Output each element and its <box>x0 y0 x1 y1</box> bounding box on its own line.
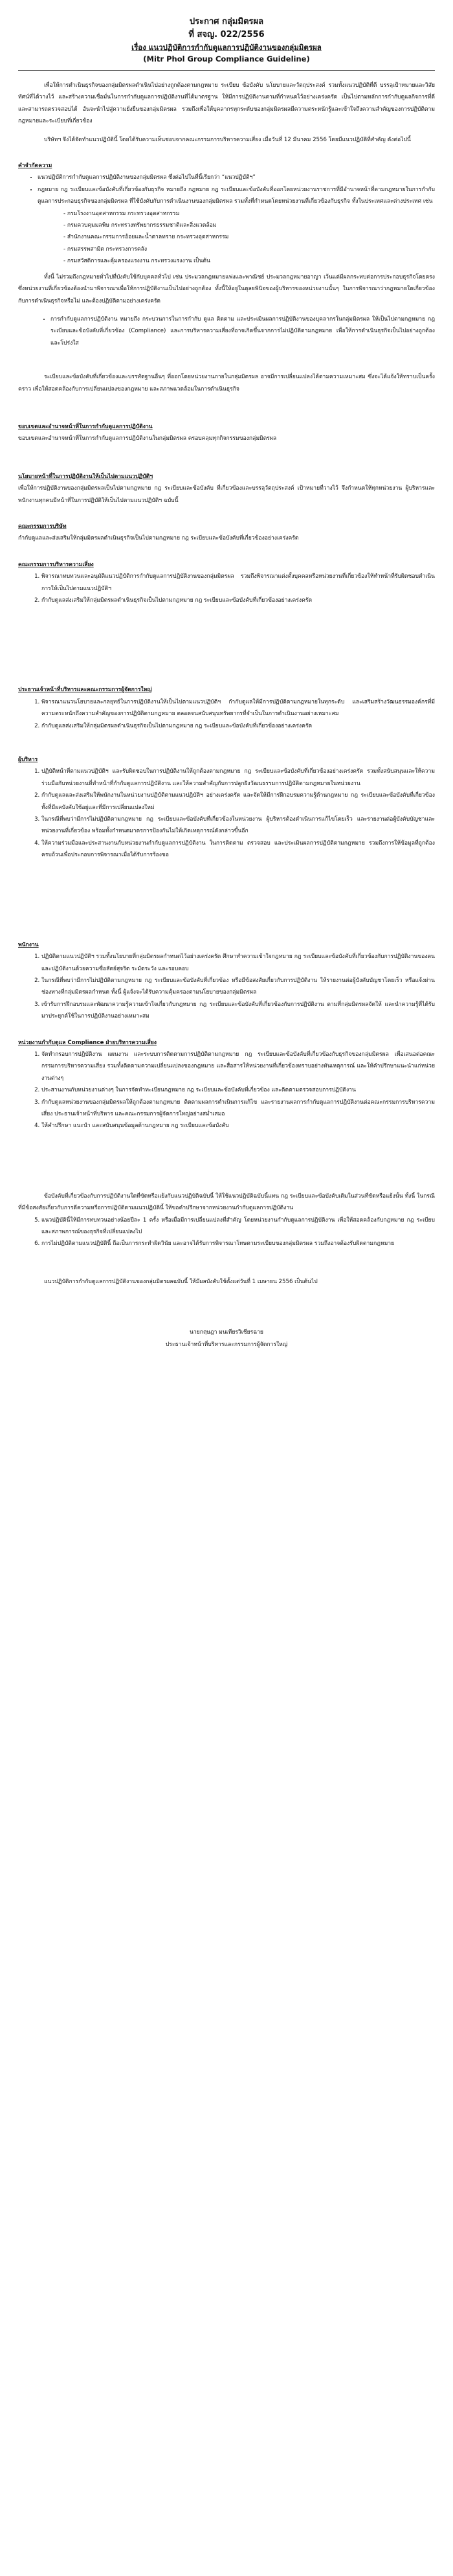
definitions-section <box>0 160 453 395</box>
management-item: 4. ให้ความร่วมมือและประสานงานกับหน่วยงานกำกับดูแลการปฏิบัติงาน ในการติดตาม ตรวจสอบ และประเมินผลการปฏิบัติตามกฎหมาย รวมถึงการให้ข้อมูลที่ถูกต้องครบถ้วนเพื่อประกอบการพิจารณาเมื่อได้รับการร้องขอ <box>41 838 435 861</box>
definition-item: • การกำกับดูแลการปฏิบัติงาน หมายถึง กระบวนการในการกำกับ ดูแล ติดตาม และประเมินผลการปฏิบัติงานของบุคลากรในกลุ่มมิตรผล ให้เป็นไปตามกฎหมาย กฎ ระเบียบและข้อบังคับที่เกี่ยวข้อง (Compliance) และการบริหารความเสี่ยงที่อาจเกิดขึ้นจากการไม่ปฏิบัติตามกฎหมาย เพื่อให้การดำเนินธุรกิจเป็นไปอย่างถูกต้องและโปร่งใส <box>50 313 435 349</box>
compliance-unit-item: 1. จัดทำกรอบการปฏิบัติงาน แผนงาน และระบบการติดตามการปฏิบัติตามกฎหมาย กฎ ระเบียบและข้อบังคับที่เกี่ยวข้องกับธุรกิจของกลุ่มมิตรผล เพื่อเสนอต่อคณะกรรมการบริหารความเสี่ยง รวมทั้งติดตามความเปลี่ยนแปลงของกฎหมาย และสื่อสารให้หน่วยงานที่เกี่ยวข้องทราบอย่างทันเหตุการณ์ และให้คำปรึกษาแนะนำแก่หน่วยงานต่างๆ <box>41 1049 435 1084</box>
closing-item: 5. แนวปฏิบัตินี้ให้มีการทบทวนอย่างน้อยปีละ 1 ครั้ง หรือเมื่อมีการเปลี่ยนแปลงที่สำคัญ โดยหน่วยงานกำกับดูแลการปฏิบัติงาน เพื่อให้สอดคล้องกับกฎหมาย กฎ ระเบียบ และสภาพการณ์ของธุรกิจที่เปลี่ยนแปลงไป <box>41 1214 435 1238</box>
agency-list-item: - กรมโรงงานอุตสาหกรรม กระทรวงอุตสาหกรรม <box>63 208 435 220</box>
announcement-subject: เรื่อง แนวปฏิบัติการกำกับดูแลการปฏิบัติงานของกลุ่มมิตรผล <box>131 43 322 52</box>
agency-list-item: - กรมควบคุมมลพิษ กระทรวงทรัพยากรธรรมชาติและสิ่งแวดล้อม <box>63 220 435 231</box>
agency-list-item: - กรมสรรพสามิต กระทรวงการคลัง <box>63 244 435 255</box>
announcement-title: ประกาศ กลุ่มมิตรผล <box>189 17 264 27</box>
policy-section <box>0 471 453 507</box>
compliance-unit-heading: หน่วยงานกำกับดูแล Compliance ฝ่ายบริหารความเสี่ยง <box>18 1039 157 1046</box>
board-heading: คณะกรรมการบริษัท <box>18 523 67 530</box>
management-item: 1. ปฏิบัติหน้าที่ตามแนวปฏิบัติฯ และรับผิดชอบในการปฏิบัติงานให้ถูกต้องตามกฎหมาย กฎ ระเบียบและข้อบังคับที่เกี่ยวข้องอย่างเคร่งครัด รวมทั้งสนับสนุนและให้ความร่วมมือกับหน่วยงานที่ทำหน้าที่กำกับดูแลการปฏิบัติงาน และให้ความสำคัญกับการปลูกฝังวัฒนธรรมการปฏิบัติตามกฎหมายในหน่วยงาน <box>41 766 435 790</box>
definitions-note: ระเบียบและข้อบังคับที่เกี่ยวข้องและบรรทัดฐานอื่นๆ ที่ออกโดยหน่วยงานภายในกลุ่มมิตรผล อาจมีการเปลี่ยนแปลงได้ตามความเหมาะสม ซึ่งจะได้แจ้งให้ทราบเป็นครั้งคราว เพื่อให้สอดคล้องกับการเปลี่ยนแปลงของกฎหมาย และสภาพแวดล้อมในการดำเนินธุรกิจ <box>18 374 435 393</box>
agency-list-item: - กรมสวัสดิการและคุ้มครองแรงงาน กระทรวงแรงงาน เป็นต้น <box>63 255 435 267</box>
scope-section <box>0 421 453 445</box>
risk-committee-item: 1. พิจารณาทบทวนและอนุมัติแนวปฏิบัติการกำกับดูแลการปฏิบัติงานของกลุ่มมิตรผล รวมถึงพิจารณาแต่งตั้งบุคคลหรือหน่วยงานที่เกี่ยวข้องให้ทำหน้าที่รับผิดชอบดำเนินการให้เป็นไปตามแนวปฏิบัติฯ <box>41 571 435 595</box>
announcement-number: ที่ สจญ. 022/2556 <box>188 30 265 40</box>
risk-committee-section <box>0 559 453 607</box>
intro-paragraph-1: เพื่อให้การดำเนินธุรกิจของกลุ่มมิตรผลดำเนินไปอย่างถูกต้องตามกฎหมาย ระเบียบ ข้อบังคับ นโยบายและวัตถุประสงค์ รวมทั้งแนวปฏิบัติที่ดี บรรลุเป้าหมายและวิสัยทัศน์ที่ได้วางไว้ และสร้างความเชื่อมั่นในการกำกับดูแลการปฏิบัติงานที่ได้มาตรฐาน ให้มีการปฏิบัติงานตามที่กำหนดไว้อย่างเคร่งครัด เป็นไปตามหลักการกำกับดูแลกิจการที่ดี และสามารถตรวจสอบได้ อันจะนำไปสู่ความยั่งยืนของกลุ่มมิตรผล รวมถึงเพื่อให้บุคลากรทุกระดับของกลุ่มมิตรผลมีความตระหนักรู้และเข้าใจถึงความสำคัญของการปฏิบัติตามกฎหมายและระเบียบที่เกี่ยวข้อง <box>18 82 435 125</box>
management-item: 3. ในกรณีที่พบว่ามีการไม่ปฏิบัติตามกฎหมาย กฎ ระเบียบและข้อบังคับที่เกี่ยวข้องในหน่วยงาน ผู้บริหารต้องดำเนินการแก้ไขโดยเร็ว และรายงานต่อผู้บังคับบัญชาและหน่วยงานที่เกี่ยวข้อง พร้อมทั้งกำหนดมาตรการป้องกันไม่ให้เกิดเหตุการณ์ดังกล่าวขึ้นอีก <box>41 814 435 838</box>
announcement-subtitle: (Mitr Phol Group Compliance Guideline) <box>143 54 310 63</box>
board-section <box>0 521 453 545</box>
employee-item: 1. ปฏิบัติตามแนวปฏิบัติฯ รวมทั้งนโยบายที่กลุ่มมิตรผลกำหนดไว้อย่างเคร่งครัด ศึกษาทำความเข้าใจกฎหมาย กฎ ระเบียบและข้อบังคับที่เกี่ยวข้องกับการปฏิบัติงานของตน และปฏิบัติงานด้วยความซื่อสัตย์สุจริต ระมัดระวัง และรอบคอบ <box>41 951 435 975</box>
employees-heading: พนักงาน <box>18 941 39 948</box>
ceo-item: 2. กำกับดูแลส่งเสริมให้กลุ่มมิตรผลดำเนินธุรกิจเป็นไปตามกฎหมาย กฎ ระเบียบและข้อบังคับที่เกี่ยวข้องอย่างเคร่งครัด <box>41 720 435 732</box>
signature-block <box>0 1327 453 1351</box>
intro-paragraph-2: บริษัทฯ จึงได้จัดทำแนวปฏิบัตินี้ โดยได้รับความเห็นชอบจากคณะกรรมการบริหารความเสี่ยง เมื่อวันที่ 12 มีนาคม 2556 โดยมีแนวปฏิบัติที่สำคัญ ดังต่อไปนี้ <box>44 136 411 143</box>
definitions-paragraph: ทั้งนี้ ไม่รวมถึงกฎหมายทั่วไปที่บังคับใช้กับบุคคลทั่วไป เช่น ประมวลกฎหมายแพ่งและพาณิชย์ ประมวลกฎหมายอาญา เว้นแต่มีผลกระทบต่อการประกอบธุรกิจโดยตรง ซึ่งหน่วยงานที่เกี่ยวข้องต้องนำมาพิจารณาเพื่อให้การปฏิบัติงานเป็นไปอย่างถูกต้อง ทั้งนี้ให้อยู่ในดุลยพินิจของผู้บริหารของหน่วยงานนั้นๆ ในการพิจารณาว่ากฎหมายใดเกี่ยวข้องกับการดำเนินธุรกิจหรือไม่ และต้องปฏิบัติตามอย่างเคร่งครัด <box>18 273 435 304</box>
closing-item: 6. การไม่ปฏิบัติตามแนวปฏิบัตินี้ ถือเป็นการกระทำผิดวินัย และอาจได้รับการพิจารณาโทษตามระเบียบของกลุ่มมิตรผล รวมถึงอาจต้องรับผิดตามกฎหมาย <box>41 1238 435 1249</box>
ceo-section <box>0 684 453 732</box>
signatory-position: ประธานเจ้าหน้าที่บริหารและกรรมการผู้จัดการใหญ่ <box>165 1341 288 1348</box>
effective-section <box>0 1276 453 1288</box>
risk-committee-item: 2. กำกับดูแลส่งเสริมให้กลุ่มมิตรผลดำเนินธุรกิจเป็นไปตามกฎหมาย กฎ ระเบียบและข้อบังคับที่เกี่ยวข้องอย่างเคร่งครัด <box>41 595 435 606</box>
board-text: กำกับดูแลและส่งเสริมให้กลุ่มมิตรผลดำเนินธุรกิจเป็นไปตามกฎหมาย กฎ ระเบียบและข้อบังคับที่เกี่ยวข้องอย่างเคร่งครัด <box>18 535 299 542</box>
employee-item: 3. เข้ารับการฝึกอบรมและพัฒนาความรู้ความเข้าใจเกี่ยวกับกฎหมาย กฎ ระเบียบและข้อบังคับที่เกี่ยวข้องกับการปฏิบัติงาน ตามที่กลุ่มมิตรผลจัดให้ และนำความรู้ที่ได้รับมาประยุกต์ใช้ในการปฏิบัติงานอย่างเหมาะสม <box>41 999 435 1023</box>
header-divider <box>18 70 435 71</box>
scope-heading: ขอบเขตและอำนาจหน้าที่ในการกำกับดูแลการปฏิบัติงาน <box>18 423 153 430</box>
definition-item: • กฎหมาย กฎ ระเบียบและข้อบังคับที่เกี่ยวข้องกับธุรกิจ หมายถึง กฎหมาย กฎ ระเบียบและข้อบังคับที่ออกโดยหน่วยงานราชการที่มีอำนาจหน้าที่ตามกฎหมายในการกำกับดูแลการประกอบธุรกิจของกลุ่มมิตรผล ที่ใช้บังคับกับการดำเนินงานของกลุ่มมิตรผล รวมทั้งที่กำหนดโดยหน่วยงานที่เกี่ยวข้องกับธุรกิจ ทั้งในประเทศและต่างประเทศ เช่น <box>38 184 435 208</box>
agency-list-item: - สำนักงานคณะกรรมการอ้อยและน้ำตาลทราย กระทรวงอุตสาหกรรม <box>63 231 435 243</box>
employees-section <box>0 939 453 1023</box>
ceo-item: 1. พิจารณาแนวนโยบายและกลยุทธ์ในการปฏิบัติงานให้เป็นไปตามแนวปฏิบัติฯ กำกับดูแลให้มีการปฏิบัติตามกฎหมายในทุกระดับ และเสริมสร้างวัฒนธรรมองค์กรที่มีความตระหนักถึงความสำคัญของการปฏิบัติตามกฎหมาย ตลอดจนสนับสนุนทรัพยากรที่จำเป็นในการดำเนินงานอย่างเหมาะสม <box>41 696 435 720</box>
management-heading: ผู้บริหาร <box>18 757 38 764</box>
closing-paragraph: ข้อบังคับที่เกี่ยวข้องกับการปฏิบัติงานใดที่ขัดหรือแย้งกับแนวปฏิบัติฉบับนี้ ให้ใช้แนวปฏิบัติฉบับนี้แทน กฎ ระเบียบและข้อบังคับเดิมในส่วนที่ขัดหรือแย้งนั้น ทั้งนี้ ในกรณีที่มีข้อสงสัยเกี่ยวกับการตีความหรือการปฏิบัติตามแนวปฏิบัตินี้ ให้ขอคำปรึกษาจากหน่วยงานกำกับดูแลการปฏิบัติงาน <box>18 1192 435 1212</box>
employee-item: 2. ในกรณีที่พบว่ามีการไม่ปฏิบัติตามกฎหมาย กฎ ระเบียบและข้อบังคับที่เกี่ยวข้อง หรือมีข้อสงสัยเกี่ยวกับการปฏิบัติงาน ให้รายงานต่อผู้บังคับบัญชาโดยเร็ว หรือแจ้งผ่านช่องทางที่กลุ่มมิตรผลกำหนด ทั้งนี้ ผู้แจ้งจะได้รับความคุ้มครองตามนโยบายของกลุ่มมิตรผล <box>41 975 435 999</box>
compliance-unit-item: 3. กำกับดูแลหน่วยงานของกลุ่มมิตรผลให้ถูกต้องตามกฎหมาย ติดตามผลการดำเนินการแก้ไข และรายงานผลการกำกับดูแลการปฏิบัติงานต่อคณะกรรมการบริหารความเสี่ยง ประธานเจ้าหน้าที่บริหาร และคณะกรรมการผู้จัดการใหญ่อย่างสม่ำเสมอ <box>41 1097 435 1121</box>
compliance-unit-section <box>0 1037 453 1132</box>
compliance-unit-item: 4. ให้คำปรึกษา แนะนำ และสนับสนุนข้อมูลด้านกฎหมาย กฎ ระเบียบและข้อบังคับ <box>41 1120 435 1132</box>
definitions-heading: คำจำกัดความ <box>18 163 52 170</box>
risk-committee-heading: คณะกรรมการบริหารความเสี่ยง <box>18 561 94 568</box>
effective-date-text: แนวปฏิบัติการกำกับดูแลการปฏิบัติงานของกลุ่มมิตรผลฉบับนี้ ให้มีผลบังคับใช้ตั้งแต่วันที่ 1 เมษายน 2556 เป็นต้นไป <box>44 1278 318 1285</box>
intro-section <box>0 80 453 146</box>
signatory-name: นายกฤษฎา มนเทียรวิเชียรฉาย <box>190 1329 263 1336</box>
scope-text: ขอบเขตและอำนาจหน้าที่ในการกำกับดูแลการปฏิบัติงานในกลุ่มมิตรผล ครอบคลุมทุกกิจกรรมของกลุ่มมิตรผล <box>18 435 277 442</box>
closing-section <box>0 1191 453 1250</box>
management-item: 2. กำกับดูแลและส่งเสริมให้พนักงานในหน่วยงานปฏิบัติตามแนวปฏิบัติฯ อย่างเคร่งครัด และจัดให้มีการฝึกอบรมความรู้ด้านกฎหมาย กฎ ระเบียบและข้อบังคับที่เกี่ยวข้อง ทั้งที่มีผลบังคับใช้อยู่และที่มีการเปลี่ยนแปลงใหม่ <box>41 790 435 814</box>
ceo-heading: ประธานเจ้าหน้าที่บริหารและคณะกรรมการผู้จัดการใหญ่ <box>18 687 152 694</box>
policy-heading: นโยบายหน้าที่ในการปฏิบัติงานให้เป็นไปตามแนวปฏิบัติฯ <box>18 473 153 480</box>
management-section <box>0 754 453 861</box>
compliance-unit-item: 2. ประสานงานกับหน่วยงานต่างๆ ในการจัดทำทะเบียนกฎหมาย กฎ ระเบียบและข้อบังคับที่เกี่ยวข้อง และติดตามตรวจสอบการปฏิบัติงาน <box>41 1084 435 1096</box>
policy-text: เพื่อให้การปฏิบัติงานของกลุ่มมิตรผลเป็นไปตามกฎหมาย กฎ ระเบียบและข้อบังคับ ที่เกี่ยวข้องและบรรลุวัตถุประสงค์ เป้าหมายที่วางไว้ จึงกำหนดให้ทุกหน่วยงาน ผู้บริหารและพนักงานทุกคนมีหน้าที่ในการปฏิบัติให้เป็นไปตามแนวปฏิบัติฯ ฉบับนี้ <box>18 485 435 504</box>
definition-item: • แนวปฏิบัติการกำกับดูแลการปฏิบัติงานของกลุ่มมิตรผล ซึ่งต่อไปในที่นี้เรียกว่า “แนวปฏิบัติฯ” <box>38 172 435 183</box>
